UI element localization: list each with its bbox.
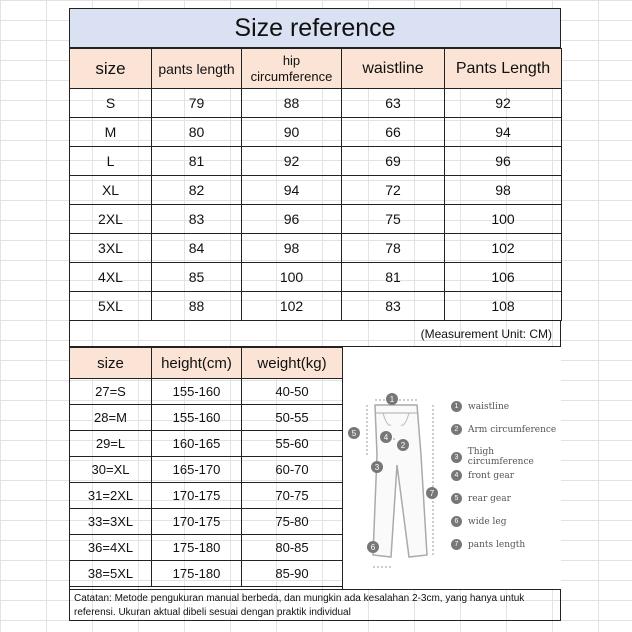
table-row bbox=[70, 205, 562, 234]
col-header-pants-length-2: Pants Length bbox=[445, 49, 562, 89]
table-row bbox=[70, 263, 562, 292]
table-cell: 98 bbox=[242, 234, 342, 263]
legend-item bbox=[451, 424, 556, 435]
table-cell: 175-180 bbox=[152, 561, 242, 587]
table-row bbox=[70, 176, 562, 205]
table-cell: 96 bbox=[445, 147, 562, 176]
col-header-waistline: waistline bbox=[342, 49, 445, 89]
marker-6-icon: 6 bbox=[367, 541, 379, 553]
marker-4-icon: 4 bbox=[380, 431, 392, 443]
col-header-size: size bbox=[70, 348, 152, 379]
table-cell: 94 bbox=[445, 118, 562, 147]
disclaimer-note: Catatan: Metode pengukuran manual berbeda, dan mungkin ada kesalahan 2-3cm, yang hanya untuk referensi. Ukuran aktual dibeli sesuai dengan praktik individual bbox=[69, 589, 561, 621]
number-badge-icon: 2 bbox=[451, 424, 462, 435]
table-row bbox=[70, 535, 343, 561]
table-row bbox=[70, 234, 562, 263]
table-cell: S bbox=[70, 89, 152, 118]
table-cell: 66 bbox=[342, 118, 445, 147]
page-title: Size reference bbox=[69, 8, 561, 48]
size-sheet bbox=[69, 8, 561, 621]
legend-item bbox=[451, 516, 507, 527]
table-cell: 31=2XL bbox=[70, 483, 152, 509]
table-cell: 165-170 bbox=[152, 457, 242, 483]
table-cell: 60-70 bbox=[242, 457, 343, 483]
legend-label: Arm circumference bbox=[468, 424, 557, 435]
table-cell: 27=S bbox=[70, 379, 152, 405]
col-header-height: height(cm) bbox=[152, 348, 242, 379]
legend-item bbox=[451, 539, 525, 550]
table-cell: 83 bbox=[152, 205, 242, 234]
marker-2-icon: 2 bbox=[397, 439, 409, 451]
table-cell: 84 bbox=[152, 234, 242, 263]
table-cell: 72 bbox=[342, 176, 445, 205]
table-cell: 30=XL bbox=[70, 457, 152, 483]
table-cell: 50-55 bbox=[242, 405, 343, 431]
table-row bbox=[70, 147, 562, 176]
table-cell: 160-165 bbox=[152, 431, 242, 457]
table-cell: 33=3XL bbox=[70, 509, 152, 535]
marker-7-icon: 7 bbox=[426, 487, 438, 499]
unit-note: (Measurement Unit: CM) bbox=[69, 321, 561, 347]
table-cell: 90 bbox=[242, 118, 342, 147]
number-badge-icon: 5 bbox=[451, 493, 462, 504]
legend-label: waistline bbox=[468, 401, 510, 412]
pants-measure-diagram bbox=[342, 347, 561, 589]
legend-label: front gear bbox=[468, 470, 515, 481]
table-row bbox=[70, 118, 562, 147]
col-header-size: size bbox=[70, 49, 152, 89]
table-cell: 81 bbox=[152, 147, 242, 176]
table-cell: 102 bbox=[445, 234, 562, 263]
table-cell: 38=5XL bbox=[70, 561, 152, 587]
table-cell: 98 bbox=[445, 176, 562, 205]
legend-item bbox=[451, 401, 509, 412]
number-badge-icon: 3 bbox=[451, 452, 462, 463]
table-cell: 83 bbox=[342, 292, 445, 321]
table-cell: 80 bbox=[152, 118, 242, 147]
table-cell: 75-80 bbox=[242, 509, 343, 535]
table-cell: 81 bbox=[342, 263, 445, 292]
table-row bbox=[70, 292, 562, 321]
table-cell: 94 bbox=[242, 176, 342, 205]
table-row bbox=[70, 483, 343, 509]
table-cell: 92 bbox=[242, 147, 342, 176]
col-header-hip: hip circumference bbox=[242, 49, 342, 89]
table-row bbox=[70, 431, 343, 457]
table-cell: 88 bbox=[152, 292, 242, 321]
legend-label: pants length bbox=[468, 539, 526, 550]
table-row bbox=[70, 509, 343, 535]
table-cell: 92 bbox=[445, 89, 562, 118]
table-cell: 5XL bbox=[70, 292, 152, 321]
table-cell: XL bbox=[70, 176, 152, 205]
marker-1-icon: 1 bbox=[386, 393, 398, 405]
table-cell: 100 bbox=[445, 205, 562, 234]
table-cell: 170-175 bbox=[152, 509, 242, 535]
table-cell: 155-160 bbox=[152, 405, 242, 431]
table-header-row bbox=[70, 348, 343, 379]
table-cell: 55-60 bbox=[242, 431, 343, 457]
pants-size-table bbox=[69, 48, 562, 321]
table-cell: 69 bbox=[342, 147, 445, 176]
legend-label: rear gear bbox=[468, 493, 511, 504]
legend-item bbox=[451, 493, 511, 504]
number-badge-icon: 6 bbox=[451, 516, 462, 527]
table-cell: 78 bbox=[342, 234, 445, 263]
table-cell: 2XL bbox=[70, 205, 152, 234]
legend-label: Thigh circumference bbox=[467, 447, 534, 467]
number-badge-icon: 4 bbox=[451, 470, 462, 481]
table-cell: 70-75 bbox=[242, 483, 343, 509]
table-cell: 82 bbox=[152, 176, 242, 205]
legend-label: wide leg bbox=[468, 516, 507, 527]
col-header-weight: weight(kg) bbox=[242, 348, 343, 379]
table-cell: 102 bbox=[242, 292, 342, 321]
body-size-table bbox=[69, 347, 343, 587]
marker-3-icon: 3 bbox=[371, 461, 383, 473]
marker-5-icon: 5 bbox=[348, 427, 360, 439]
legend-item bbox=[451, 447, 561, 467]
col-header-pants-length: pants length bbox=[152, 49, 242, 89]
table-row bbox=[70, 561, 343, 587]
table-cell: L bbox=[70, 147, 152, 176]
table-cell: 155-160 bbox=[152, 379, 242, 405]
number-badge-icon: 7 bbox=[451, 539, 462, 550]
table-cell: 85 bbox=[152, 263, 242, 292]
lower-section bbox=[69, 347, 561, 589]
number-badge-icon: 1 bbox=[451, 401, 462, 412]
table-cell: 75 bbox=[342, 205, 445, 234]
legend-item bbox=[451, 470, 514, 481]
table-cell: 88 bbox=[242, 89, 342, 118]
table-row bbox=[70, 89, 562, 118]
table-cell: 79 bbox=[152, 89, 242, 118]
table-cell: 3XL bbox=[70, 234, 152, 263]
table-cell: 40-50 bbox=[242, 379, 343, 405]
table-header-row bbox=[70, 49, 562, 89]
table-cell: 96 bbox=[242, 205, 342, 234]
table-cell: 106 bbox=[445, 263, 562, 292]
table-cell: 100 bbox=[242, 263, 342, 292]
table-row bbox=[70, 457, 343, 483]
pants-illustration bbox=[347, 395, 447, 575]
table-cell: 85-90 bbox=[242, 561, 343, 587]
table-cell: 28=M bbox=[70, 405, 152, 431]
table-cell: 175-180 bbox=[152, 535, 242, 561]
table-cell: M bbox=[70, 118, 152, 147]
table-cell: 108 bbox=[445, 292, 562, 321]
table-cell: 170-175 bbox=[152, 483, 242, 509]
table-cell: 36=4XL bbox=[70, 535, 152, 561]
table-cell: 4XL bbox=[70, 263, 152, 292]
table-row bbox=[70, 379, 343, 405]
table-cell: 29=L bbox=[70, 431, 152, 457]
table-cell: 80-85 bbox=[242, 535, 343, 561]
table-cell: 63 bbox=[342, 89, 445, 118]
table-row bbox=[70, 405, 343, 431]
